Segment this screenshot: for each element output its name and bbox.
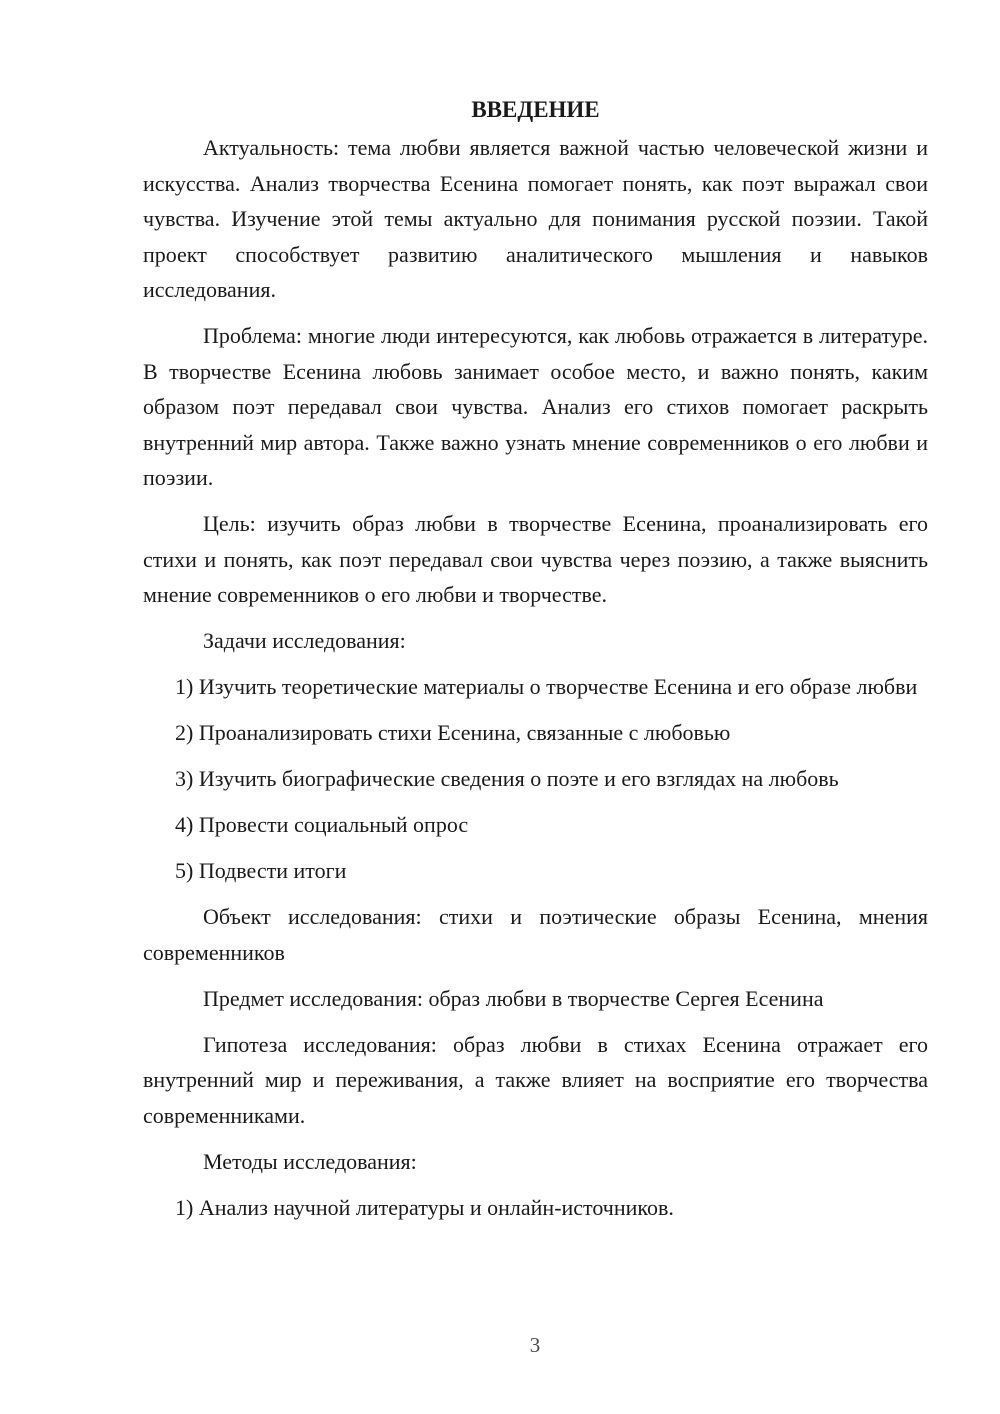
task-item: 3) Изучить биографические сведения о поэте и его взглядах на любовь: [175, 766, 839, 791]
hypothesis-paragraph: Гипотеза исследования: образ любви в стихах Есенина отражает его внутренний мир и переживания, а также влияет на восприятие его творчества современниками.: [143, 1031, 928, 1128]
relevance-paragraph: Актуальность: тема любви является важной частью человеческой жизни и искусства. Анализ творчества Есенина помогает понять, как поэт выражал свои чувства. Изучение этой темы актуально для понимания русской поэзии. Такой проект способствует развитию аналитического мышления и навыков исследования.: [143, 135, 928, 302]
task-item: 5) Подвести итоги: [175, 858, 347, 883]
subject-paragraph: Предмет исследования: образ любви в творчестве Сергея Есенина: [203, 985, 824, 1011]
tasks-title: Задачи исследования:: [203, 628, 406, 653]
goal-paragraph: Цель: изучить образ любви в творчестве Есенина, проанализировать его стихи и понять, как поэт передавал свои чувства через поэзию, а также выяснить мнение современников о его любви и творчестве.: [143, 511, 928, 607]
section-heading: ВВЕДЕНИЕ: [471, 97, 600, 122]
page-number: 3: [529, 1333, 541, 1357]
problem-paragraph: Проблема: многие люди интересуются, как любовь отражается в литературе. В творчестве Есенина любовь занимает особое место, и важно понять, каким образом поэт передавал свои чувства. Анализ его стихов помогает раскрыть внутренний мир автора. Также важно узнать мнение современников о его любви и поэзии.: [143, 323, 928, 490]
methods-title: Методы исследования:: [203, 1148, 417, 1174]
task-item: 1) Изучить теоретические материалы о творчестве Есенина и его образе любви: [175, 674, 918, 699]
method-item: 1) Анализ научной литературы и онлайн-источников.: [175, 1194, 674, 1220]
document-page: [143, 92, 928, 1236]
task-item: 4) Провести социальный опрос: [175, 812, 469, 837]
task-item: 2) Проанализировать стихи Есенина, связанные с любовью: [175, 720, 731, 745]
object-paragraph: Объект исследования: стихи и поэтические образы Есенина, мнения современников: [143, 904, 928, 965]
